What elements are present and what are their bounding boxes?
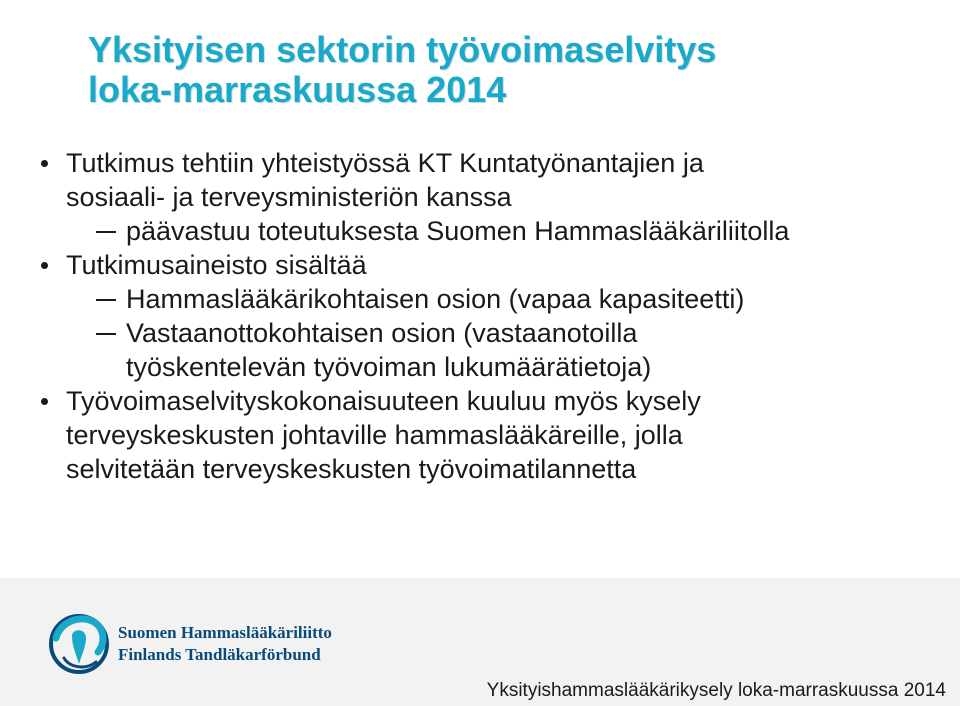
slide-title-line-2: loka-marraskuussa 2014	[88, 69, 507, 110]
bullet-2	[66, 248, 946, 282]
logo-line-2: Finlands Tandläkarförbund	[118, 645, 321, 664]
footer-caption: Yksityishammaslääkärikysely loka-marraskuussa 2014	[486, 680, 946, 701]
bullet-3-line-1: Työvoimaselvityskokonaisuuteen kuuluu myös kysely	[66, 386, 701, 416]
bullet-2-sub-2-line-1: Vastaanottokohtaisen osion (vastaanotoilla	[126, 318, 638, 348]
logo-text	[118, 622, 332, 666]
bullet-1-sub-1	[66, 214, 946, 248]
logo-line-1: Suomen Hammaslääkäriliitto	[118, 623, 332, 642]
bullet-2-line-1: Tutkimusaineisto sisältää	[66, 250, 367, 280]
slide-title	[88, 30, 928, 110]
bullet-3-line-3: selvitetään terveyskeskusten työvoimatilannetta	[66, 454, 637, 484]
bullet-1-line-2: sosiaali- ja terveysministeriön kanssa	[66, 182, 512, 212]
tooth-swirl-logo-icon	[46, 608, 112, 678]
bullet-1-line-1: Tutkimus tehtiin yhteistyössä KT Kuntatyönantajien ja	[66, 148, 704, 178]
bullet-2-sub-2	[66, 316, 946, 384]
association-logo	[46, 608, 346, 680]
bullet-3	[66, 384, 946, 486]
slide-content	[66, 146, 946, 486]
bullet-1	[66, 146, 946, 214]
bullet-2-sub-2-line-2: työskentelevän työvoiman lukumäärätietoja)	[126, 352, 652, 382]
bullet-3-line-2: terveyskeskusten johtaville hammaslääkäreille, jolla	[66, 420, 683, 450]
slide-title-line-1: Yksityisen sektorin työvoimaselvitys	[88, 29, 717, 70]
bullet-1-sub-1-text: päävastuu toteutuksesta Suomen Hammaslääkäriliitolla	[126, 216, 790, 246]
bullet-2-sub-1-text: Hammaslääkärikohtaisen osion (vapaa kapasiteetti)	[126, 284, 745, 314]
bullet-2-sub-1	[66, 282, 946, 316]
